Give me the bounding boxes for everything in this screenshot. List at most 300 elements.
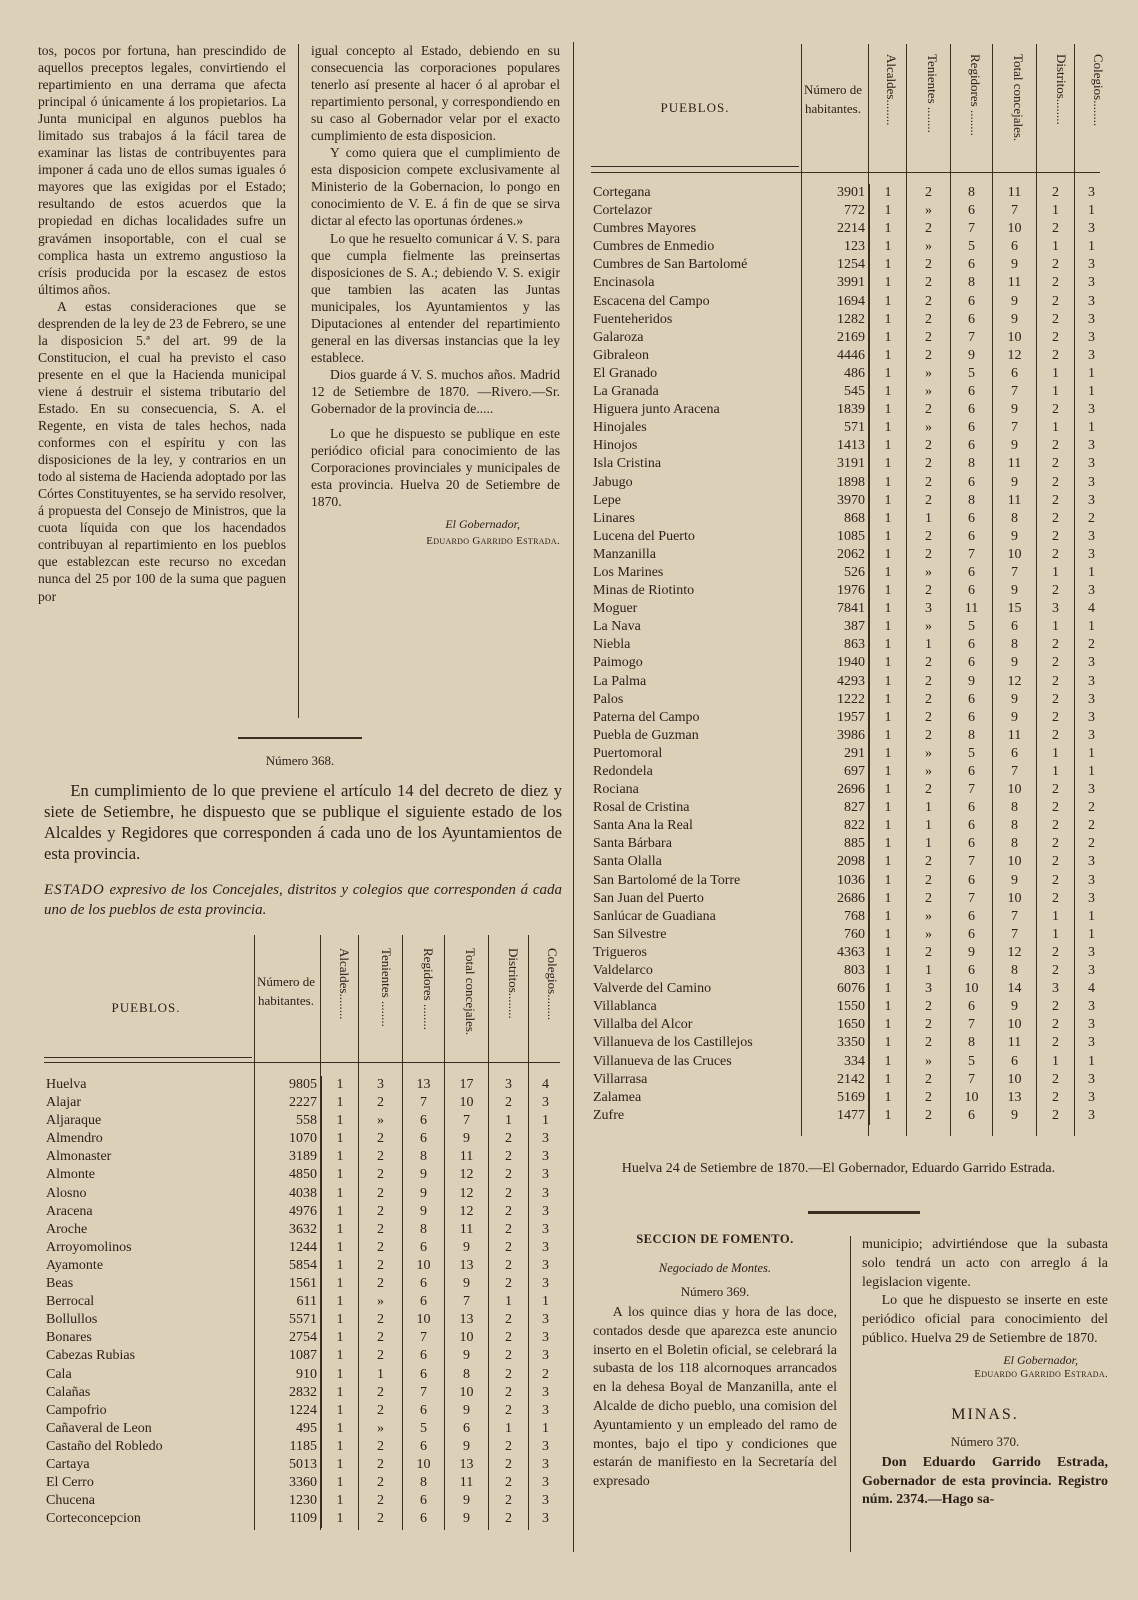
table-row	[44, 1492, 562, 1510]
cell-pueblo: Almonte	[46, 1167, 95, 1183]
table-row	[591, 564, 1108, 582]
cell-value: 9	[445, 1402, 489, 1420]
cell-pueblo: Santa Ana la Real	[593, 818, 693, 834]
cell-value: 1	[870, 383, 907, 401]
cell-value: 545	[802, 383, 870, 401]
cell-value: 2	[907, 998, 951, 1016]
cell-value: 6	[403, 1239, 445, 1257]
cell-pueblo: Villanueva de los Castillejos	[593, 1035, 753, 1051]
cell-value: 3	[1075, 727, 1109, 745]
cell-value: 1	[1037, 618, 1075, 636]
cell-value: 7	[445, 1293, 489, 1311]
cell-value: 1	[322, 1402, 359, 1420]
table-right-body	[591, 184, 1108, 1125]
cell-pueblo: Villanueva de las Cruces	[593, 1053, 732, 1069]
cell-value: 10	[403, 1456, 445, 1474]
table-row	[591, 872, 1108, 890]
cell-value: 5	[951, 745, 993, 763]
cell-pueblo: Villalba del Alcor	[593, 1017, 693, 1033]
cell-value: 1	[870, 835, 907, 853]
cell-value: 12	[993, 673, 1037, 691]
cell-value: 7	[403, 1384, 445, 1402]
cell-value: 3	[359, 1076, 403, 1094]
table-row	[591, 1034, 1108, 1052]
cell-value: 6	[403, 1275, 445, 1293]
cell-value: 2	[489, 1185, 529, 1203]
cell-value: 2	[1037, 1089, 1075, 1107]
cell-value: 11	[445, 1148, 489, 1166]
cell-value: 1	[870, 727, 907, 745]
cell-value: 13	[445, 1311, 489, 1329]
table-row	[44, 1366, 562, 1384]
cell-value: 7	[951, 853, 993, 871]
cell-pueblo: Valdelarco	[593, 963, 653, 979]
cell-value: 9	[403, 1185, 445, 1203]
cell-value: 8	[993, 799, 1037, 817]
section-rule	[238, 737, 362, 739]
cell-value: 2	[489, 1203, 529, 1221]
cell-value: 2	[359, 1257, 403, 1275]
table-row	[44, 1094, 562, 1112]
header-tenientes: Tenientes ........	[379, 948, 394, 1027]
cell-value: 2	[907, 546, 951, 564]
cell-value: 827	[802, 799, 870, 817]
header-habitantes: Número de habitantes.	[803, 82, 863, 116]
cell-pueblo: Corteconcepcion	[46, 1511, 141, 1527]
cell-value: 7	[993, 763, 1037, 781]
cell-pueblo: Cumbres Mayores	[593, 221, 697, 237]
cell-value: 3	[1075, 256, 1109, 274]
cell-value: 6	[951, 528, 993, 546]
paragraph: municipio; advirtiéndose que la subasta solo tendrá un acto con arreglo á la legislacion vigente.	[862, 1237, 1108, 1290]
cell-value: 2	[1037, 184, 1075, 202]
cell-value: 1	[870, 347, 907, 365]
cell-value: 1	[870, 202, 907, 220]
cell-value: 2	[1037, 492, 1075, 510]
cell-value: 1	[322, 1185, 359, 1203]
cell-value: 9	[993, 654, 1037, 672]
cell-value: 1	[870, 618, 907, 636]
cell-value: 9	[993, 691, 1037, 709]
cell-value: 2	[1037, 890, 1075, 908]
cell-pueblo: El Granado	[593, 365, 658, 381]
cell-value: 3	[1075, 890, 1109, 908]
intro-368: En cumplimiento de lo que previene el artículo 14 del decreto de diez y siete de Setiembre, he dispuesto que se publique el siguiente estado de los Alcaldes y Regidores que corresponden á cada uno de los Ayuntamientos de esta provincia.	[44, 781, 562, 863]
cell-value: 6	[951, 872, 993, 890]
cell-value: 1	[870, 654, 907, 672]
cell-value: 2	[1037, 691, 1075, 709]
cell-value: 12	[993, 347, 1037, 365]
cell-value: 3	[529, 1239, 563, 1257]
cell-value: 10	[993, 546, 1037, 564]
cell-value: 2	[1037, 311, 1075, 329]
cell-value: 1	[870, 1107, 907, 1125]
cell-value: 1	[322, 1203, 359, 1221]
cell-value: 2	[907, 401, 951, 419]
huelva-closing: Huelva 24 de Setiembre de 1870.—El Gobernador, Eduardo Garrido Estrada.	[621, 1161, 1056, 1176]
cell-value: 2	[1037, 799, 1075, 817]
cell-value: 4	[1075, 600, 1109, 618]
cell-value: 4	[1075, 980, 1109, 998]
cell-pueblo: Hinojales	[593, 420, 647, 436]
cell-value: 3	[529, 1166, 563, 1184]
cell-value: 1	[870, 401, 907, 419]
cell-value: 3	[1075, 274, 1109, 292]
table-row	[44, 1293, 562, 1311]
cell-value: 3	[1075, 1107, 1109, 1125]
cell-value: 6	[951, 564, 993, 582]
table-row	[591, 781, 1108, 799]
cell-value: 6	[951, 202, 993, 220]
cell-value: 3632	[255, 1221, 322, 1239]
cell-value: 2	[1037, 781, 1075, 799]
cell-value: 1	[1075, 202, 1109, 220]
cell-value: 3	[1075, 329, 1109, 347]
cell-value: 9805	[255, 1076, 322, 1094]
cell-value: 2	[1037, 872, 1075, 890]
cell-value: 3	[529, 1474, 563, 1492]
cell-value: 2	[907, 872, 951, 890]
cell-value: 2	[1037, 727, 1075, 745]
cell-value: 3	[529, 1257, 563, 1275]
header-pueblos: PUEBLOS.	[111, 1000, 181, 1015]
cell-value: 1550	[802, 998, 870, 1016]
cell-value: 11	[993, 455, 1037, 473]
cell-value: 1036	[802, 872, 870, 890]
cell-value: »	[907, 618, 951, 636]
cell-value: 2	[907, 1089, 951, 1107]
cell-value: 3	[1075, 1034, 1109, 1052]
cell-value: 1	[1037, 383, 1075, 401]
cell-value: 9	[993, 311, 1037, 329]
cell-value: 2	[907, 727, 951, 745]
cell-value: 6	[951, 763, 993, 781]
cell-value: 8	[951, 274, 993, 292]
cell-value: 1957	[802, 709, 870, 727]
cell-value: 17	[445, 1076, 489, 1094]
cell-value: 6	[951, 835, 993, 853]
cell-value: 9	[445, 1492, 489, 1510]
table-row	[591, 1016, 1108, 1034]
cell-value: 1	[870, 745, 907, 763]
cell-pueblo: San Silvestre	[593, 926, 667, 942]
cell-value: 13	[445, 1456, 489, 1474]
cell-pueblo: Aroche	[46, 1221, 88, 1237]
fomento-column	[593, 1232, 837, 1492]
cell-value: 2	[489, 1366, 529, 1384]
cell-value: 9	[951, 347, 993, 365]
cell-value: 8	[445, 1366, 489, 1384]
cell-value: 2	[489, 1384, 529, 1402]
cell-value: »	[907, 202, 951, 220]
cell-value: 10	[951, 1089, 993, 1107]
cell-value: 1	[870, 1089, 907, 1107]
table-row	[591, 673, 1108, 691]
cell-pueblo: Cumbres de Enmedio	[593, 239, 715, 255]
cell-value: 1	[870, 455, 907, 473]
cell-value: 5	[951, 365, 993, 383]
cell-value: 13	[403, 1076, 445, 1094]
cell-value: 3	[1075, 347, 1109, 365]
cell-value: 7	[403, 1094, 445, 1112]
signature-name: Eduardo Garrido Estrada.	[974, 1367, 1108, 1380]
cell-value: 8	[403, 1148, 445, 1166]
header-alcaldes: Alcaldes........	[884, 54, 899, 126]
cell-value: 9	[993, 293, 1037, 311]
cell-value: 1	[870, 944, 907, 962]
cell-pueblo: Santa Olalla	[593, 854, 662, 870]
cell-value: 1	[359, 1366, 403, 1384]
cell-value: 4850	[255, 1166, 322, 1184]
cell-pueblo: Chucena	[46, 1493, 95, 1509]
cell-value: 3	[1075, 691, 1109, 709]
cell-value: 10	[445, 1094, 489, 1112]
cell-value: 2	[907, 1107, 951, 1125]
cell-value: 9	[445, 1510, 489, 1528]
cell-value: 1	[322, 1438, 359, 1456]
cell-value: 10	[993, 220, 1037, 238]
cell-value: 1	[870, 474, 907, 492]
cell-value: 5	[951, 1053, 993, 1071]
cell-value: 1413	[802, 437, 870, 455]
cell-value: 2	[359, 1492, 403, 1510]
table-row	[44, 1257, 562, 1275]
cell-value: 6	[403, 1510, 445, 1528]
cell-value: 2	[907, 293, 951, 311]
cell-value: 6	[403, 1347, 445, 1365]
cell-value: 1	[322, 1275, 359, 1293]
cell-pueblo: Hinojos	[593, 438, 638, 454]
header-total: Total concejales.	[463, 948, 478, 1036]
cell-value: 7	[993, 564, 1037, 582]
cell-value: 2	[907, 347, 951, 365]
cell-value: 10	[403, 1257, 445, 1275]
cell-value: 1	[1075, 238, 1109, 256]
cell-value: 3	[529, 1456, 563, 1474]
cell-value: 6	[951, 510, 993, 528]
cell-value: 1	[1075, 365, 1109, 383]
cell-value: 2214	[802, 220, 870, 238]
cell-value: 2	[1037, 329, 1075, 347]
cell-value: 2	[529, 1366, 563, 1384]
cell-value: 3	[529, 1384, 563, 1402]
cell-pueblo: Cortelazor	[593, 203, 653, 219]
cell-value: 6	[951, 636, 993, 654]
cell-value: 9	[445, 1275, 489, 1293]
cell-value: 1	[870, 853, 907, 871]
cell-value: 8	[951, 1034, 993, 1052]
cell-value: 2	[907, 1034, 951, 1052]
cell-value: »	[907, 365, 951, 383]
cell-value: »	[359, 1293, 403, 1311]
cell-value: 1	[907, 510, 951, 528]
cell-value: 2	[907, 474, 951, 492]
cell-value: 9	[445, 1130, 489, 1148]
cell-pueblo: Santa Bárbara	[593, 836, 672, 852]
cell-pueblo: San Bartolomé de la Torre	[593, 872, 741, 888]
cell-value: 11	[993, 492, 1037, 510]
table-row	[591, 654, 1108, 672]
cell-value: 1	[870, 1053, 907, 1071]
section-rule	[808, 1211, 920, 1214]
cell-value: 1	[322, 1257, 359, 1275]
table-row	[591, 962, 1108, 980]
cell-value: 2	[907, 673, 951, 691]
table-row	[591, 528, 1108, 546]
cell-value: 6	[951, 1107, 993, 1125]
cell-value: 2832	[255, 1384, 322, 1402]
cell-value: 3	[1075, 654, 1109, 672]
numero-368: Número 368.	[265, 753, 335, 768]
cell-value: 3	[1075, 709, 1109, 727]
table-row	[591, 890, 1108, 908]
cell-value: 2	[907, 437, 951, 455]
cell-value: 2	[1037, 944, 1075, 962]
column-divider	[298, 44, 299, 718]
cell-value: 1	[907, 962, 951, 980]
cell-value: 1230	[255, 1492, 322, 1510]
table-row	[44, 1456, 562, 1474]
cell-value: 3	[529, 1492, 563, 1510]
cell-value: 10	[993, 890, 1037, 908]
cell-value: 1	[322, 1130, 359, 1148]
cell-value: 486	[802, 365, 870, 383]
cell-value: 11	[993, 274, 1037, 292]
cell-value: 2	[1037, 256, 1075, 274]
cell-value: 6	[403, 1366, 445, 1384]
cell-pueblo: Cala	[46, 1366, 72, 1382]
cell-pueblo: La Granada	[593, 384, 659, 400]
signature-name: Eduardo Garrido Estrada.	[426, 535, 560, 548]
cell-value: 1	[1075, 618, 1109, 636]
cell-value: 11	[445, 1221, 489, 1239]
cell-value: 6	[951, 691, 993, 709]
cell-value: 8	[993, 835, 1037, 853]
cell-value: 10	[445, 1329, 489, 1347]
table-row	[591, 618, 1108, 636]
cell-value: 2	[907, 220, 951, 238]
cell-value: »	[907, 763, 951, 781]
cell-value: 5013	[255, 1456, 322, 1474]
cell-value: 9	[445, 1438, 489, 1456]
cell-pueblo: Bollullos	[46, 1312, 98, 1328]
cell-value: 2	[489, 1239, 529, 1257]
cell-value: 2	[489, 1311, 529, 1329]
table-row	[44, 1166, 562, 1184]
cell-value: 1	[322, 1329, 359, 1347]
cell-value: 3	[529, 1311, 563, 1329]
cell-value: 1	[870, 673, 907, 691]
cell-value: 6	[403, 1438, 445, 1456]
cell-value: 1	[1037, 419, 1075, 437]
cell-value: 9	[993, 872, 1037, 890]
cell-value: 1	[322, 1456, 359, 1474]
cell-value: 2	[1037, 455, 1075, 473]
cell-value: 6	[993, 1053, 1037, 1071]
cell-value: 6	[445, 1420, 489, 1438]
paragraph: Dios guarde á V. S. muchos años. Madrid 12 de Setiembre de 1870. —Rivero.—Sr. Gobernador de la provincia de.....	[311, 366, 560, 416]
cell-value: 1	[870, 998, 907, 1016]
paragraph: Lo que he resuelto comunicar á V. S. para que cumpla fielmente las preinsertas disposiciones de S. A.; debiendo V. S. exigir que tambien las acaten las Juntas municipales, los Ayuntamientos y las Diputaciones al entender del repartimiento general en las diversas instancias que la ley establece.	[311, 230, 560, 365]
cell-value: 2	[489, 1510, 529, 1528]
cell-value: 803	[802, 962, 870, 980]
cell-value: 2	[1037, 1034, 1075, 1052]
table-row	[44, 1221, 562, 1239]
cell-pueblo: Castaño del Robledo	[46, 1438, 163, 1454]
cell-value: 1	[870, 274, 907, 292]
cell-pueblo: Arroyomolinos	[46, 1239, 132, 1255]
cell-value: 1477	[802, 1107, 870, 1125]
cell-value: 3360	[255, 1474, 322, 1492]
cell-value: 1	[1075, 763, 1109, 781]
cell-pueblo: Isla Cristina	[593, 456, 662, 472]
cell-value: 3	[489, 1076, 529, 1094]
estado-word: ESTADO	[44, 882, 105, 898]
cell-pueblo: Fuenteheridos	[593, 311, 673, 327]
cell-value: 526	[802, 564, 870, 582]
cell-value: 2	[359, 1402, 403, 1420]
cell-pueblo: Villablanca	[593, 999, 657, 1015]
cell-value: 1	[322, 1492, 359, 1510]
cell-value: 3	[1075, 1071, 1109, 1089]
table-row	[591, 1071, 1108, 1089]
table-row	[591, 636, 1108, 654]
cell-value: 1	[870, 1034, 907, 1052]
paragraph: Lo que he dispuesto se publique en este periódico oficial para conocimiento de las Corporaciones provinciales y municipales de esta provincia. Huelva 20 de Setiembre de 1870.	[311, 426, 560, 510]
cell-value: 2	[907, 1016, 951, 1034]
table-row	[44, 1474, 562, 1492]
cell-value: 1	[529, 1420, 563, 1438]
cell-value: 6	[951, 908, 993, 926]
cell-value: 12	[445, 1166, 489, 1184]
cell-value: 2	[907, 853, 951, 871]
cell-value: 2	[1037, 1107, 1075, 1125]
cell-value: 6	[403, 1402, 445, 1420]
cell-value: 1	[907, 636, 951, 654]
cell-value: 1	[489, 1112, 529, 1130]
cell-value: »	[907, 1053, 951, 1071]
cell-value: 6	[951, 419, 993, 437]
table-row	[591, 474, 1108, 492]
cell-value: 1	[870, 600, 907, 618]
numero-370: Número 370.	[950, 1433, 1020, 1449]
cell-pueblo: Aracena	[46, 1203, 93, 1219]
cell-value: 5854	[255, 1257, 322, 1275]
cell-value: 868	[802, 510, 870, 528]
cell-pueblo: Ayamonte	[46, 1257, 104, 1273]
cell-value: 2	[1037, 962, 1075, 980]
cell-pueblo: Almendro	[46, 1131, 103, 1147]
cell-pueblo: Moguer	[593, 601, 638, 617]
cell-value: 11	[993, 184, 1037, 202]
cell-value: 2	[359, 1239, 403, 1257]
cell-value: 2	[1037, 546, 1075, 564]
cell-value: 1	[322, 1420, 359, 1438]
cell-value: 11	[993, 1034, 1037, 1052]
table-row	[591, 546, 1108, 564]
cell-value: 1	[870, 1071, 907, 1089]
cell-value: 2	[489, 1275, 529, 1293]
table-row	[591, 926, 1108, 944]
prose-column-1	[38, 42, 286, 605]
table-row	[44, 1329, 562, 1347]
cell-pueblo: Linares	[593, 510, 635, 526]
cell-value: 3	[1037, 600, 1075, 618]
cell-value: »	[907, 745, 951, 763]
cell-pueblo: Rociana	[593, 782, 639, 798]
cell-value: 10	[445, 1384, 489, 1402]
table-row	[591, 220, 1108, 238]
